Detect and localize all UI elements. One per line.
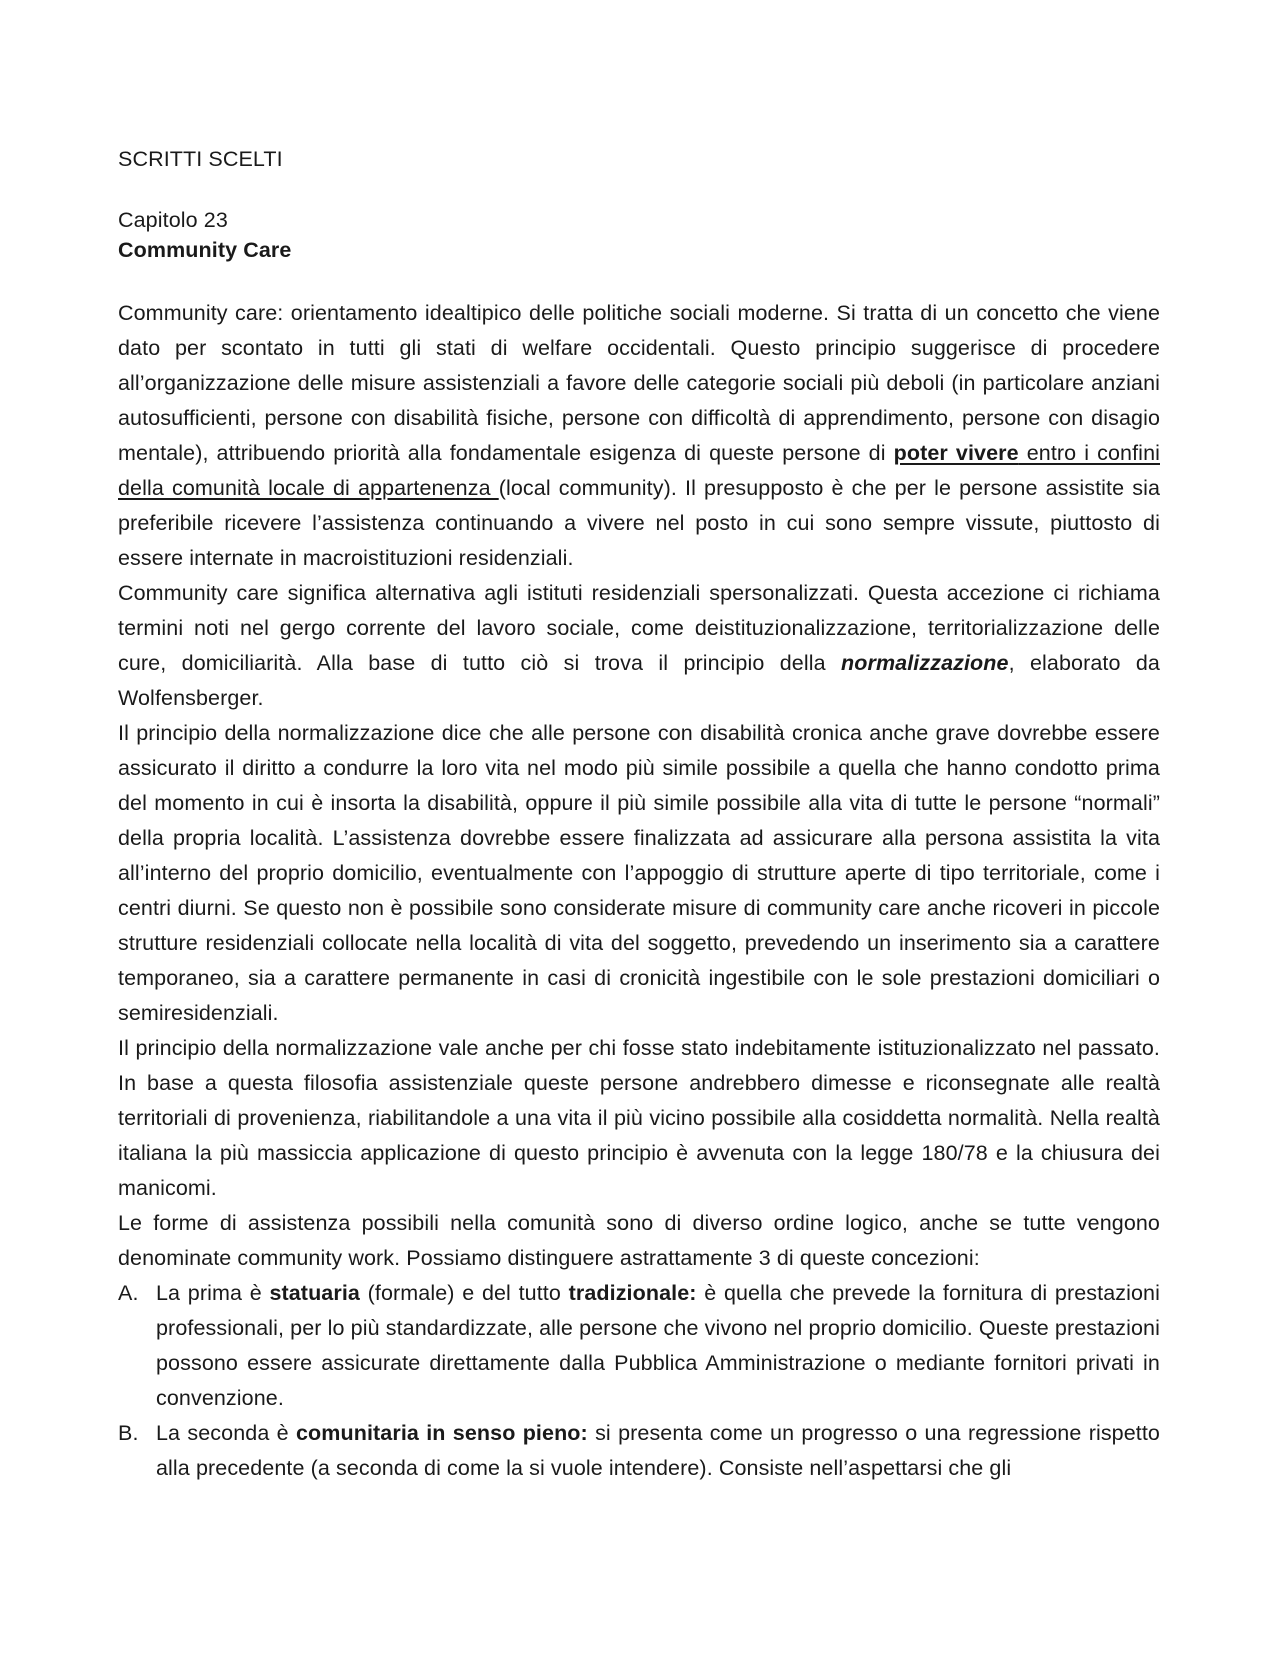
paragraph-forms-of-assistance: Le forme di assistenza possibili nella comunità sono di diverso ordine logico, anche se tutte vengono denominate community work. Possiamo distinguere astrattamente 3 di queste concezioni: [118,1211,1160,1270]
bold-phrase: poter vivere [893,441,1019,465]
list-text: La seconda è [156,1421,296,1445]
list-text: La prima è [156,1281,270,1305]
list-text: è quella che prevede la fornitura di prestazioni professionali, per lo più standardizzate, alle persone che vivono nel proprio domicilio. Queste prestazioni possono essere assicurate direttamente dalla Pubblica Amministrazione o mediante fornitori privati in convenzione. [156,1281,1160,1410]
document-body [118,296,1160,1486]
paragraph-text: Community care significa alternativa agli istituti residenziali spersonalizzati. Questa accezione ci richiama termini noti nel gergo corrente del lavoro sociale, come deistituzionalizzazione, territorializzazione delle cure, domiciliarità. Alla base di tutto ciò si trova il principio della [118,581,1160,675]
paragraph-normalization-intro [118,576,1160,716]
list-marker: B. [118,1421,139,1445]
list-item-b [118,1416,1160,1486]
list-text: (formale) e del tutto [359,1281,569,1305]
paragraph-text: , elaborato da Wolfensberger. [118,651,1160,710]
bold-term: tradizionale: [568,1281,697,1305]
bold-term: statuaria [269,1281,360,1305]
list-text: si presenta come un progresso o una regressione rispetto alla precedente (a seconda di come la si vuole intendere). Consiste nell’aspettarsi che gli [156,1421,1160,1480]
conceptions-list [118,1276,1160,1486]
chapter-title: Community Care [118,238,292,262]
paragraph-normalization-principle: Il principio della normalizzazione dice che alle persone con disabilità cronica anche grave dovrebbe essere assicurato il diritto a condurre la loro vita nel modo più simile possibile a quella che hanno condotto prima del momento in cui è insorta la disabilità, oppure il più simile possibile alla vita di tutte le persone “normali” della propria località. L’assistenza dovrebbe essere finalizzata ad assicurare alla persona assistita la vita all’interno del proprio domicilio, eventualmente con l’appoggio di strutture aperte di tipo territoriale, come i centri diurni. Se questo non è possibile sono considerate misure di community care anche ricoveri in piccole strutture residenziali collocate nella località di vita del soggetto, prevedendo un inserimento sia a carattere temporaneo, sia a carattere permanente in casi di cronicità ingestibile con le sole prestazioni domiciliari o semiresidenziali. [118,721,1160,1025]
list-marker: A. [118,1281,139,1305]
bold-italic-term: normalizzazione [841,651,1009,675]
underlined-text: entro i confini della comunità locale di appartenenza [118,441,1160,500]
document-page [118,144,1160,1486]
paragraph-deinstitutionalization: Il principio della normalizzazione vale anche per chi fosse stato indebitamente istituzionalizzato nel passato. In base a questa filosofia assistenziale queste persone andrebbero dimesse e riconsegnate alle realtà territoriali di provenienza, riabilitandole a una vita il più vicino possibile alla cosiddetta normalità. Nella realtà italiana la più massiccia applicazione di questo principio è avvenuta con la legge 180/78 e la chiusura dei manicomi. [118,1036,1160,1200]
paragraph-community-care-definition [118,296,1160,576]
bold-term: comunitaria in senso pieno: [295,1421,588,1445]
chapter-label: Capitolo 23 [118,208,228,232]
document-header: SCRITTI SCELTI [118,147,283,171]
paragraph-text: (local community). Il presupposto è che per le persone assistite sia preferibile ricevere l’assistenza continuando a vivere nel posto in cui sono sempre vissute, piuttosto di essere internate in macroistituzioni residenziali. [118,476,1160,570]
paragraph-text: Community care: orientamento idealtipico delle politiche sociali moderne. Si tratta di un concetto che viene dato per scontato in tutti gli stati di welfare occidentali. Questo principio suggerisce di procedere all’organizzazione delle misure assistenziali a favore delle categorie sociali più deboli (in particolare anziani autosufficienti, persone con disabilità fisiche, persone con difficoltà di apprendimento, persone con disagio mentale), attribuendo priorità alla fondamentale esigenza di queste persone di [118,301,1160,465]
list-item-a [118,1276,1160,1416]
